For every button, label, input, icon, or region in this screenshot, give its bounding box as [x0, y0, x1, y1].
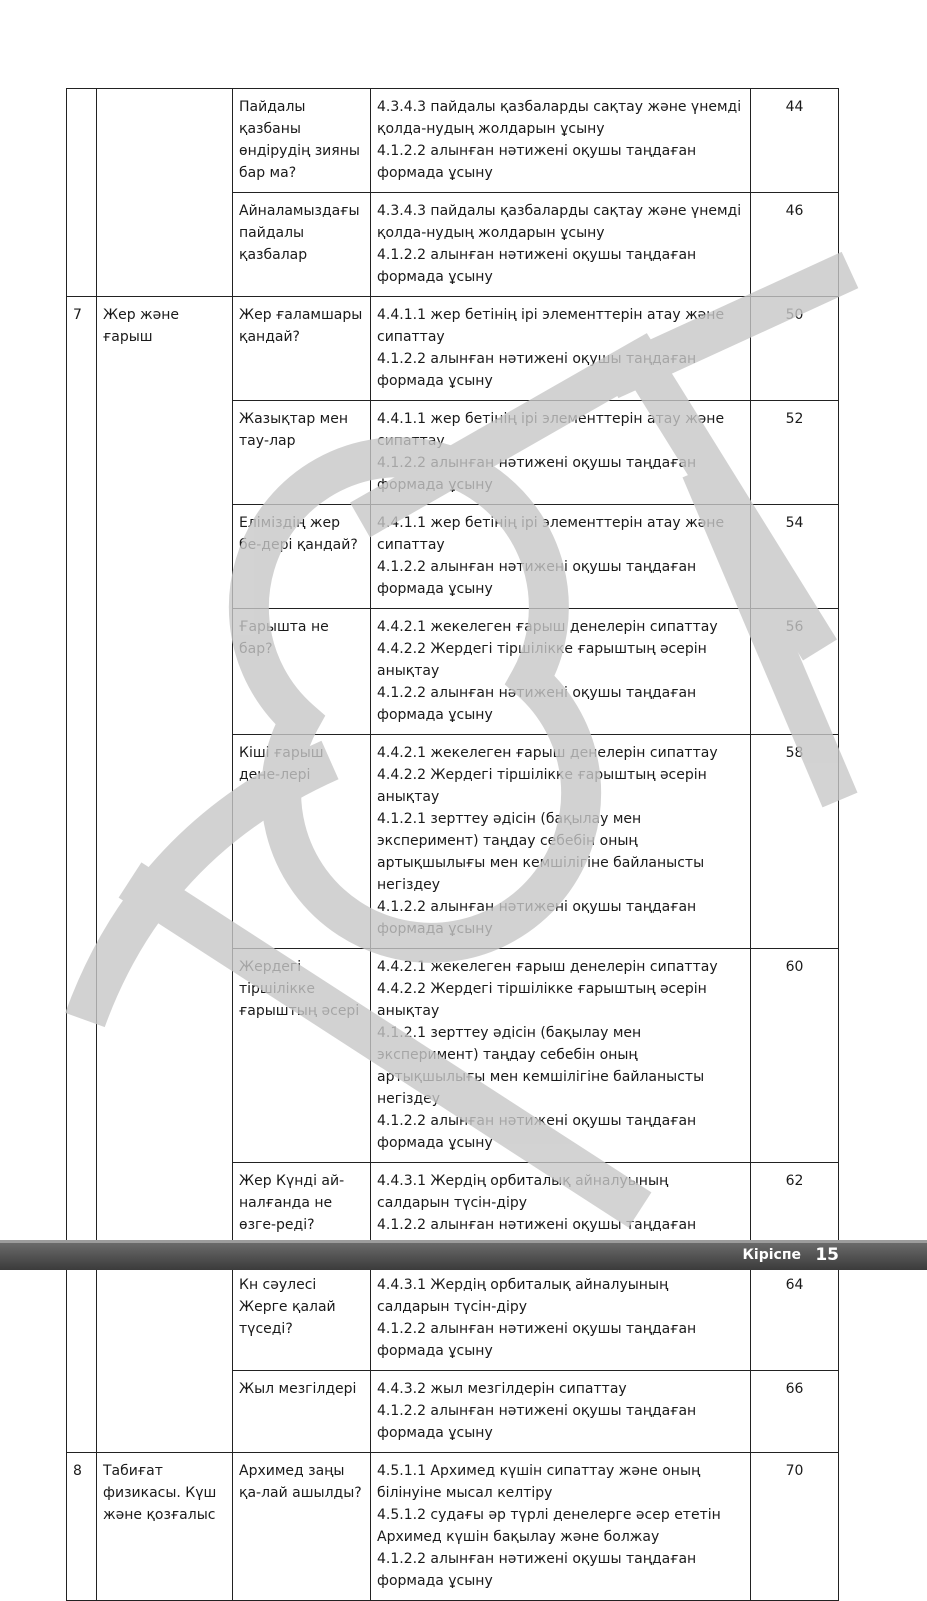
lesson-page-number: 66	[751, 1371, 839, 1453]
objective-item: 4.5.1.2 судағы әр түрлі денелерге әсер ететін Архимед күшін бақылау және болжау	[377, 1507, 721, 1545]
chapter-number	[67, 89, 97, 297]
objective-item: 4.1.2.2 алынған нәтижені оқушы таңдаған формада ұсыну	[377, 247, 697, 285]
lesson-page-number: 44	[751, 89, 839, 193]
objective-item: 4.1.2.2 алынған нәтижені оқушы таңдаған формада ұсыну	[377, 455, 697, 493]
objective-item: 4.1.2.2 алынған нәтижені оқушы таңдаған формада ұсыну	[377, 351, 697, 389]
objective-item: 4.4.2.1 жекелеген ғарыш денелерін сипаттау	[377, 619, 718, 635]
objective-item: 4.4.1.1 жер бетінің ірі элементтерін атау және сипаттау	[377, 411, 725, 449]
lesson-page-number: 50	[751, 297, 839, 401]
objective-item: 4.1.2.2 алынған нәтижені оқушы таңдаған	[377, 1217, 697, 1233]
learning-objectives	[371, 89, 751, 193]
table-row	[67, 297, 839, 401]
lesson-topic: Пайдалы қазбаны өндірудің зияны бар ма?	[233, 89, 371, 193]
objective-item: 4.4.2.2 Жердегі тіршілікке ғарыштың әсерін анықтау	[377, 981, 707, 1019]
lesson-topic: Еліміздің жер бе-дері қандай?	[233, 505, 371, 609]
objective-item: 4.3.4.3 пайдалы қазбаларды сақтау және үнемді қолда-нудың жолдарын ұсыну	[377, 99, 742, 137]
objective-item: 4.4.3.1 Жердің орбиталық айналуының салдарын түсін-діру	[377, 1173, 669, 1211]
lesson-page-number: 56	[751, 609, 839, 735]
contents-table-body	[67, 89, 839, 1601]
objective-item: 4.1.2.2 алынған нәтижені оқушы таңдаған формада ұсыну	[377, 685, 697, 723]
objective-item: 4.5.1.1 Архимед күшін сипаттау және оның білінуіне мысал келтіру	[377, 1463, 701, 1501]
lesson-topic: Жазықтар мен тау-лар	[233, 401, 371, 505]
objective-item: 4.3.4.3 пайдалы қазбаларды сақтау және үнемді қолда-нудың жолдарын ұсыну	[377, 203, 742, 241]
lesson-topic: Кн сәулесі Жерге қалай түседі?	[233, 1267, 371, 1371]
learning-objectives	[371, 1371, 751, 1453]
objective-item: 4.1.2.2 алынған нәтижені оқушы таңдаған формада ұсыну	[377, 143, 697, 181]
learning-objectives	[371, 505, 751, 609]
learning-objectives	[371, 609, 751, 735]
lesson-page-number: 54	[751, 505, 839, 609]
objective-item: 4.4.2.2 Жердегі тіршілікке ғарыштың әсерін анықтау	[377, 767, 707, 805]
footer-section-label: Кіріспе	[742, 1247, 801, 1263]
objective-item: 4.4.1.1 жер бетінің ірі элементтерін атау және сипаттау	[377, 515, 725, 553]
lesson-page-number: 70	[751, 1453, 839, 1601]
lesson-page-number: 64	[751, 1267, 839, 1371]
lesson-page-number: 52	[751, 401, 839, 505]
chapter-number: 8	[67, 1453, 97, 1601]
objective-item: 4.4.3.1 Жердің орбиталық айналуының салдарын түсін-діру	[377, 1277, 669, 1315]
table-row	[67, 89, 839, 193]
lesson-topic: Архимед заңы қа-лай ашылды?	[233, 1453, 371, 1601]
objective-item: 4.1.2.2 алынған нәтижені оқушы таңдаған формада ұсыну	[377, 1551, 697, 1589]
lesson-topic: Жердегі тіршілікке ғарыштың әсері	[233, 949, 371, 1163]
lesson-topic: Жер ғаламшары қандай?	[233, 297, 371, 401]
chapter-section: Жер және ғарыш	[97, 297, 233, 1453]
lesson-page-number: 62	[751, 1163, 839, 1267]
table-row	[67, 1453, 839, 1601]
chapter-section: Табиғат физикасы. Күш және қозғалыс	[97, 1453, 233, 1601]
lesson-page-number: 46	[751, 193, 839, 297]
chapter-number: 7	[67, 297, 97, 1453]
contents-table	[66, 88, 839, 1601]
objective-item: 4.4.2.1 жекелеген ғарыш денелерін сипаттау	[377, 745, 718, 761]
lesson-page-number: 60	[751, 949, 839, 1163]
footer-bar	[0, 1240, 927, 1270]
objective-item: 4.4.2.1 жекелеген ғарыш денелерін сипаттау	[377, 959, 718, 975]
objective-item: 4.1.2.2 алынған нәтижені оқушы таңдаған формада ұсыну	[377, 899, 697, 937]
objective-item: 4.4.2.2 Жердегі тіршілікке ғарыштың әсерін анықтау	[377, 641, 707, 679]
objective-item: 4.1.2.2 алынған нәтижені оқушы таңдаған формада ұсыну	[377, 1321, 697, 1359]
learning-objectives	[371, 949, 751, 1163]
learning-objectives	[371, 735, 751, 949]
objective-item: 4.4.3.2 жыл мезгілдерін сипаттау	[377, 1381, 627, 1397]
lesson-topic: Жер Күнді ай-налғанда не өзге-реді?	[233, 1163, 371, 1267]
objective-item: 4.1.2.1 зерттеу әдісін (бақылау мен эксперимент) таңдау себебін оның артықшылығы мен кемшілігіне байланысты негіздеу	[377, 1025, 705, 1107]
lesson-topic: Кіші ғарыш дене-лері	[233, 735, 371, 949]
page-number: 15	[815, 1245, 839, 1265]
chapter-section	[97, 89, 233, 297]
lesson-topic: Жыл мезгілдері	[233, 1371, 371, 1453]
objective-item: 4.1.2.2 алынған нәтижені оқушы таңдаған формада ұсыну	[377, 1113, 697, 1151]
learning-objectives	[371, 297, 751, 401]
objective-item: 4.4.1.1 жер бетінің ірі элементтерін атау және сипаттау	[377, 307, 725, 345]
objective-item: 4.1.2.1 зерттеу әдісін (бақылау мен эксперимент) таңдау себебін оның артықшылығы мен кемшілігіне байланысты негіздеу	[377, 811, 705, 893]
learning-objectives	[371, 1267, 751, 1371]
objective-item: 4.1.2.2 алынған нәтижені оқушы таңдаған формада ұсыну	[377, 1403, 697, 1441]
lesson-topic: Айналамыздағы пайдалы қазбалар	[233, 193, 371, 297]
lesson-topic: Ғарышта не бар?	[233, 609, 371, 735]
learning-objectives	[371, 193, 751, 297]
learning-objectives	[371, 401, 751, 505]
lesson-page-number: 58	[751, 735, 839, 949]
objective-item: 4.1.2.2 алынған нәтижені оқушы таңдаған формада ұсыну	[377, 559, 697, 597]
learning-objectives	[371, 1453, 751, 1601]
